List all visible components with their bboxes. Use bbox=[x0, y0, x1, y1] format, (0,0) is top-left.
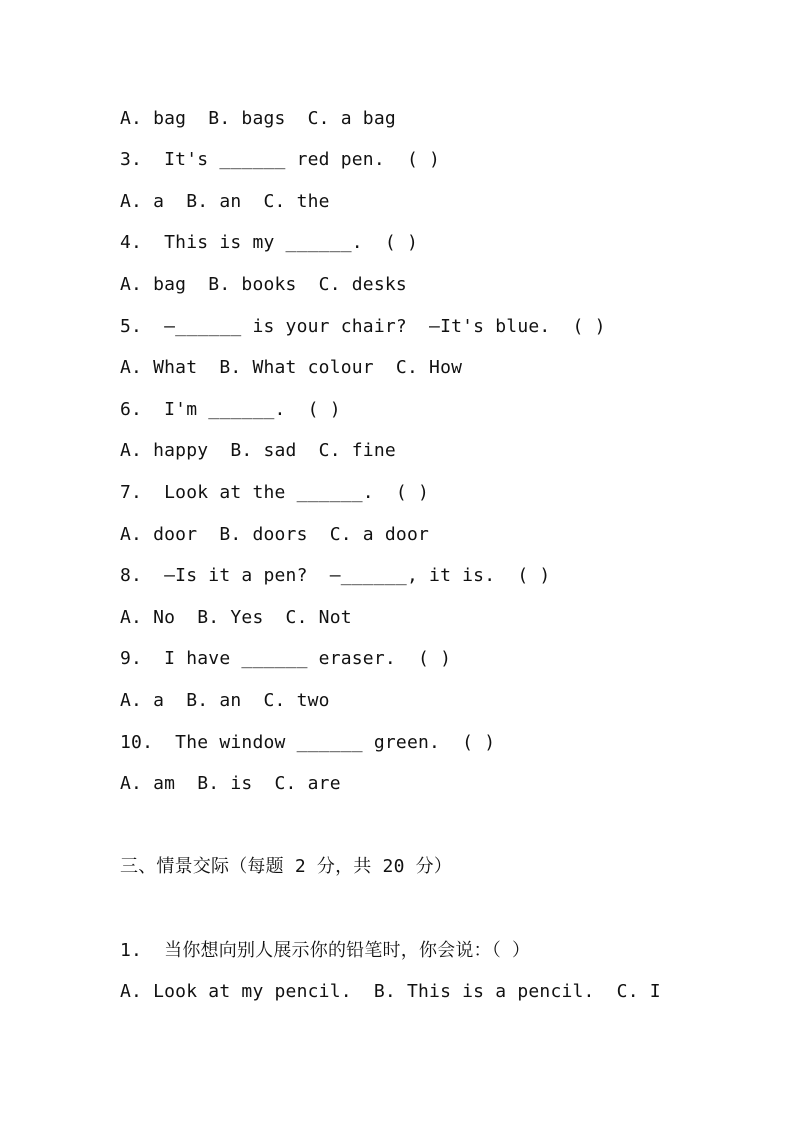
question-3: 3. It's ______ red pen. ( ) bbox=[120, 149, 441, 170]
question-5: 5. —______ is your chair? —It's blue. ( ) bbox=[120, 316, 606, 337]
options-line: A. am B. is C. are bbox=[120, 773, 341, 794]
question-8: 8. —Is it a pen? —______, it is. ( ) bbox=[120, 565, 551, 586]
question-6: 6. I'm ______. ( ) bbox=[120, 399, 341, 420]
options-line: A. What B. What colour C. How bbox=[120, 357, 463, 378]
options-line: A. a B. an C. two bbox=[120, 690, 330, 711]
question-9: 9. I have ______ eraser. ( ) bbox=[120, 648, 452, 669]
options-line: A. Look at my pencil. B. This is a pencil. C. I bbox=[120, 981, 661, 1002]
question-4: 4. This is my ______. ( ) bbox=[120, 232, 418, 253]
options-line: A. door B. doors C. a door bbox=[120, 524, 430, 545]
options-line: A. a B. an C. the bbox=[120, 191, 330, 212]
question-10: 10. The window ______ green. ( ) bbox=[120, 732, 496, 753]
options-line: A. No B. Yes C. Not bbox=[120, 607, 352, 628]
situation-question-1: 1. 当你想向别人展示你的铅笔时，你会说：（ ） bbox=[120, 940, 531, 961]
options-line: A. happy B. sad C. fine bbox=[120, 440, 396, 461]
question-7: 7. Look at the ______. ( ) bbox=[120, 482, 430, 503]
options-line: A. bag B. bags C. a bag bbox=[120, 108, 396, 129]
options-line: A. bag B. books C. desks bbox=[120, 274, 407, 295]
section-heading: 三、情景交际（每题 2 分，共 20 分） bbox=[120, 856, 453, 877]
